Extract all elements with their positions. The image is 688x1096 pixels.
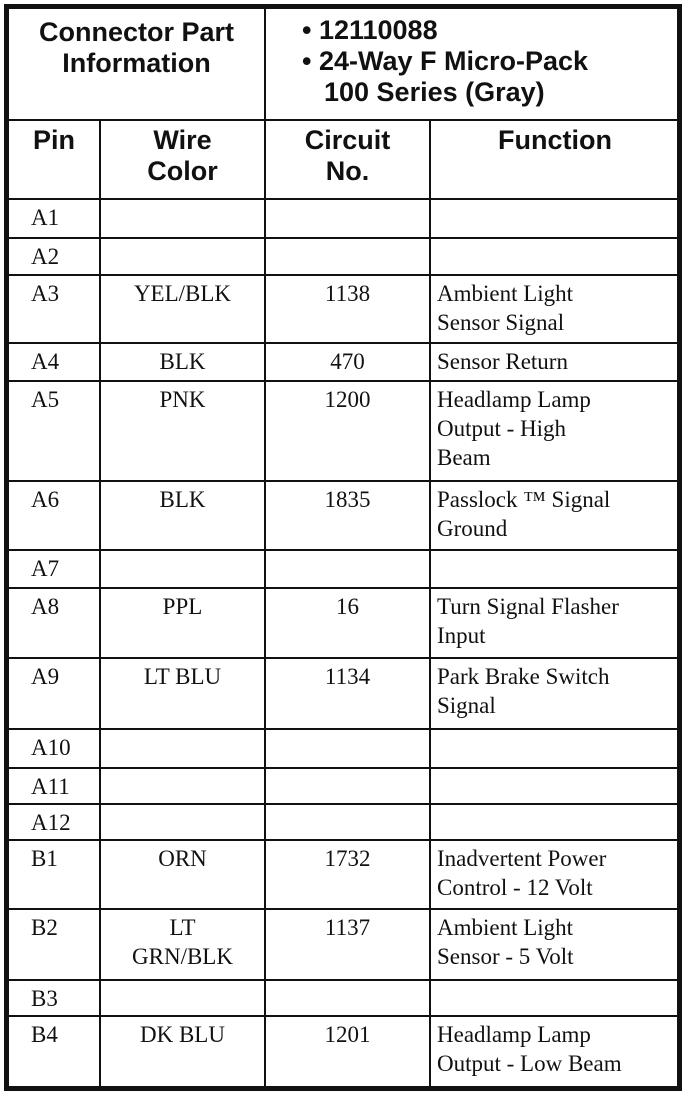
function-cell [430, 238, 678, 275]
circuit-number-cell-text: 1138 [324, 281, 371, 307]
wire-color-cell-text: PNK [159, 386, 206, 412]
circuit-number-cell-text: 1732 [324, 845, 371, 871]
pin-cell-text: A4 [31, 348, 60, 374]
column-header-pin-text: Pin [32, 124, 75, 155]
circuit-number-cell [265, 980, 430, 1016]
table-row [8, 658, 678, 729]
pin-cell [8, 909, 100, 981]
wire-color-cell [100, 840, 265, 909]
pin-cell [8, 804, 100, 840]
column-header-circuit-line2: No. [325, 155, 370, 186]
wire-color-cell [100, 658, 265, 729]
table-row [8, 481, 678, 550]
pin-cell [8, 381, 100, 481]
table-row [8, 1016, 678, 1087]
circuit-number-cell [265, 1016, 430, 1087]
circuit-number-cell-text: 1200 [324, 386, 371, 412]
function-cell [430, 980, 678, 1016]
pin-cell-text: A3 [31, 281, 60, 307]
circuit-number-cell-text: 1835 [324, 486, 371, 512]
pin-cell [8, 550, 100, 588]
connector-table [7, 7, 679, 1088]
function-cell [430, 840, 678, 909]
pin-cell [8, 658, 100, 729]
circuit-number-cell-text: 470 [330, 348, 365, 374]
circuit-number-cell-text: 1201 [324, 1022, 371, 1048]
pin-cell-text: A2 [31, 244, 60, 270]
wire-color-cell [100, 1016, 265, 1087]
pin-cell [8, 840, 100, 909]
function-cell [430, 909, 678, 981]
pin-cell [8, 768, 100, 804]
column-header-circuit-line1: Circuit [304, 124, 391, 155]
function-cell-text: Headlamp Lamp Output - Low Beam [437, 1022, 622, 1077]
wire-color-cell-text: PPL [162, 593, 203, 619]
column-header-wire-color [100, 120, 265, 199]
table-row [8, 909, 678, 981]
pin-cell-text: A9 [31, 664, 60, 690]
function-cell [430, 343, 678, 381]
pin-cell [8, 980, 100, 1016]
pin-cell-text: B1 [31, 845, 58, 871]
pin-cell [8, 275, 100, 343]
pin-cell [8, 1016, 100, 1087]
wire-color-cell-text: LT BLU [143, 664, 222, 690]
function-cell-text: Sensor Return [437, 348, 568, 374]
table-row [8, 381, 678, 481]
column-header-row [8, 120, 678, 199]
wire-color-cell-text: ORN [158, 845, 207, 871]
table-row [8, 840, 678, 909]
column-header-function [430, 120, 678, 199]
wire-color-cell [100, 804, 265, 840]
wire-color-cell-text: BLK [159, 348, 206, 374]
connector-description-line1: • 24-Way F Micro-Pack [302, 46, 589, 76]
wire-color-cell [100, 199, 265, 238]
connector-label-line1: Connector Part [38, 17, 235, 47]
pin-cell-text: B2 [31, 914, 58, 940]
function-cell-text: Passlock ™ Signal Ground [437, 486, 611, 541]
pin-cell [8, 481, 100, 550]
function-cell [430, 588, 678, 659]
function-cell [430, 729, 678, 768]
connector-part-info-label [8, 8, 265, 120]
column-header-wire-line1: Wire [153, 124, 212, 155]
wire-color-cell [100, 980, 265, 1016]
circuit-number-cell [265, 343, 430, 381]
wire-color-cell-text: YEL/BLK [133, 281, 232, 307]
wire-color-cell-text: LT GRN/BLK [132, 914, 233, 969]
pin-cell [8, 238, 100, 275]
circuit-number-cell-text: 1137 [324, 914, 371, 940]
function-cell [430, 804, 678, 840]
table-row [8, 238, 678, 275]
wire-color-cell [100, 550, 265, 588]
wire-color-cell [100, 588, 265, 659]
pin-cell [8, 199, 100, 238]
wire-color-cell [100, 729, 265, 768]
function-cell [430, 658, 678, 729]
table-row [8, 768, 678, 804]
pin-cell-text: B4 [31, 1022, 58, 1048]
column-header-wire-line2: Color [147, 155, 218, 186]
pin-cell-text: A5 [31, 386, 60, 412]
wire-color-cell [100, 768, 265, 804]
wire-color-cell [100, 909, 265, 981]
function-cell [430, 275, 678, 343]
circuit-number-cell [265, 729, 430, 768]
pin-cell [8, 588, 100, 659]
circuit-number-cell [265, 840, 430, 909]
pin-cell-text: A11 [31, 774, 70, 800]
pin-cell-text: A10 [31, 735, 71, 761]
column-header-function-text: Function [498, 124, 612, 155]
wire-color-cell [100, 481, 265, 550]
circuit-number-cell [265, 550, 430, 588]
circuit-number-cell [265, 381, 430, 481]
function-cell-text: Ambient Light Sensor - 5 Volt [437, 914, 574, 969]
circuit-number-cell [265, 768, 430, 804]
connector-label-line2: Information [62, 48, 211, 78]
circuit-number-cell [265, 199, 430, 238]
column-header-circuit-no [265, 120, 430, 199]
pin-cell-text: A1 [31, 205, 60, 231]
circuit-number-cell-text: 16 [336, 593, 359, 619]
wire-color-cell [100, 238, 265, 275]
function-cell-text: Headlamp Lamp Output - High Beam [437, 386, 591, 470]
wire-color-cell-text: BLK [159, 486, 206, 512]
circuit-number-cell [265, 658, 430, 729]
circuit-number-cell-text: 1134 [324, 664, 371, 690]
table-row [8, 804, 678, 840]
function-cell [430, 381, 678, 481]
connector-info-row [8, 8, 678, 120]
pin-cell [8, 729, 100, 768]
pin-cell-text: B3 [31, 986, 58, 1012]
circuit-number-cell [265, 909, 430, 981]
wire-color-cell [100, 381, 265, 481]
connector-table-sheet [4, 4, 682, 1091]
table-row [8, 729, 678, 768]
function-cell [430, 550, 678, 588]
function-cell-text: Inadvertent Power Control - 12 Volt [437, 845, 607, 900]
connector-part-info-value [265, 8, 678, 120]
column-header-pin [8, 120, 100, 199]
circuit-number-cell [265, 588, 430, 659]
function-cell [430, 1016, 678, 1087]
function-cell-text: Park Brake Switch Signal [437, 664, 610, 719]
circuit-number-cell [265, 481, 430, 550]
table-row [8, 343, 678, 381]
circuit-number-cell [265, 238, 430, 275]
connector-description-line2: 100 Series (Gray) [324, 77, 545, 107]
part-number: • 12110088 [302, 15, 438, 45]
table-row [8, 550, 678, 588]
pin-cell-text: A12 [31, 809, 71, 835]
table-row [8, 275, 678, 343]
wire-color-cell [100, 343, 265, 381]
function-cell-text: Ambient Light Sensor Signal [437, 281, 574, 336]
function-cell [430, 199, 678, 238]
function-cell [430, 768, 678, 804]
table-row [8, 588, 678, 659]
function-cell-text: Turn Signal Flasher Input [437, 593, 619, 648]
table-row [8, 980, 678, 1016]
table-row [8, 199, 678, 238]
pin-cell [8, 343, 100, 381]
pin-cell-text: A6 [31, 486, 60, 512]
function-cell [430, 481, 678, 550]
pin-cell-text: A7 [31, 555, 60, 581]
circuit-number-cell [265, 275, 430, 343]
circuit-number-cell [265, 804, 430, 840]
wire-color-cell [100, 275, 265, 343]
wire-color-cell-text: DK BLU [140, 1022, 225, 1048]
pin-cell-text: A8 [31, 593, 60, 619]
